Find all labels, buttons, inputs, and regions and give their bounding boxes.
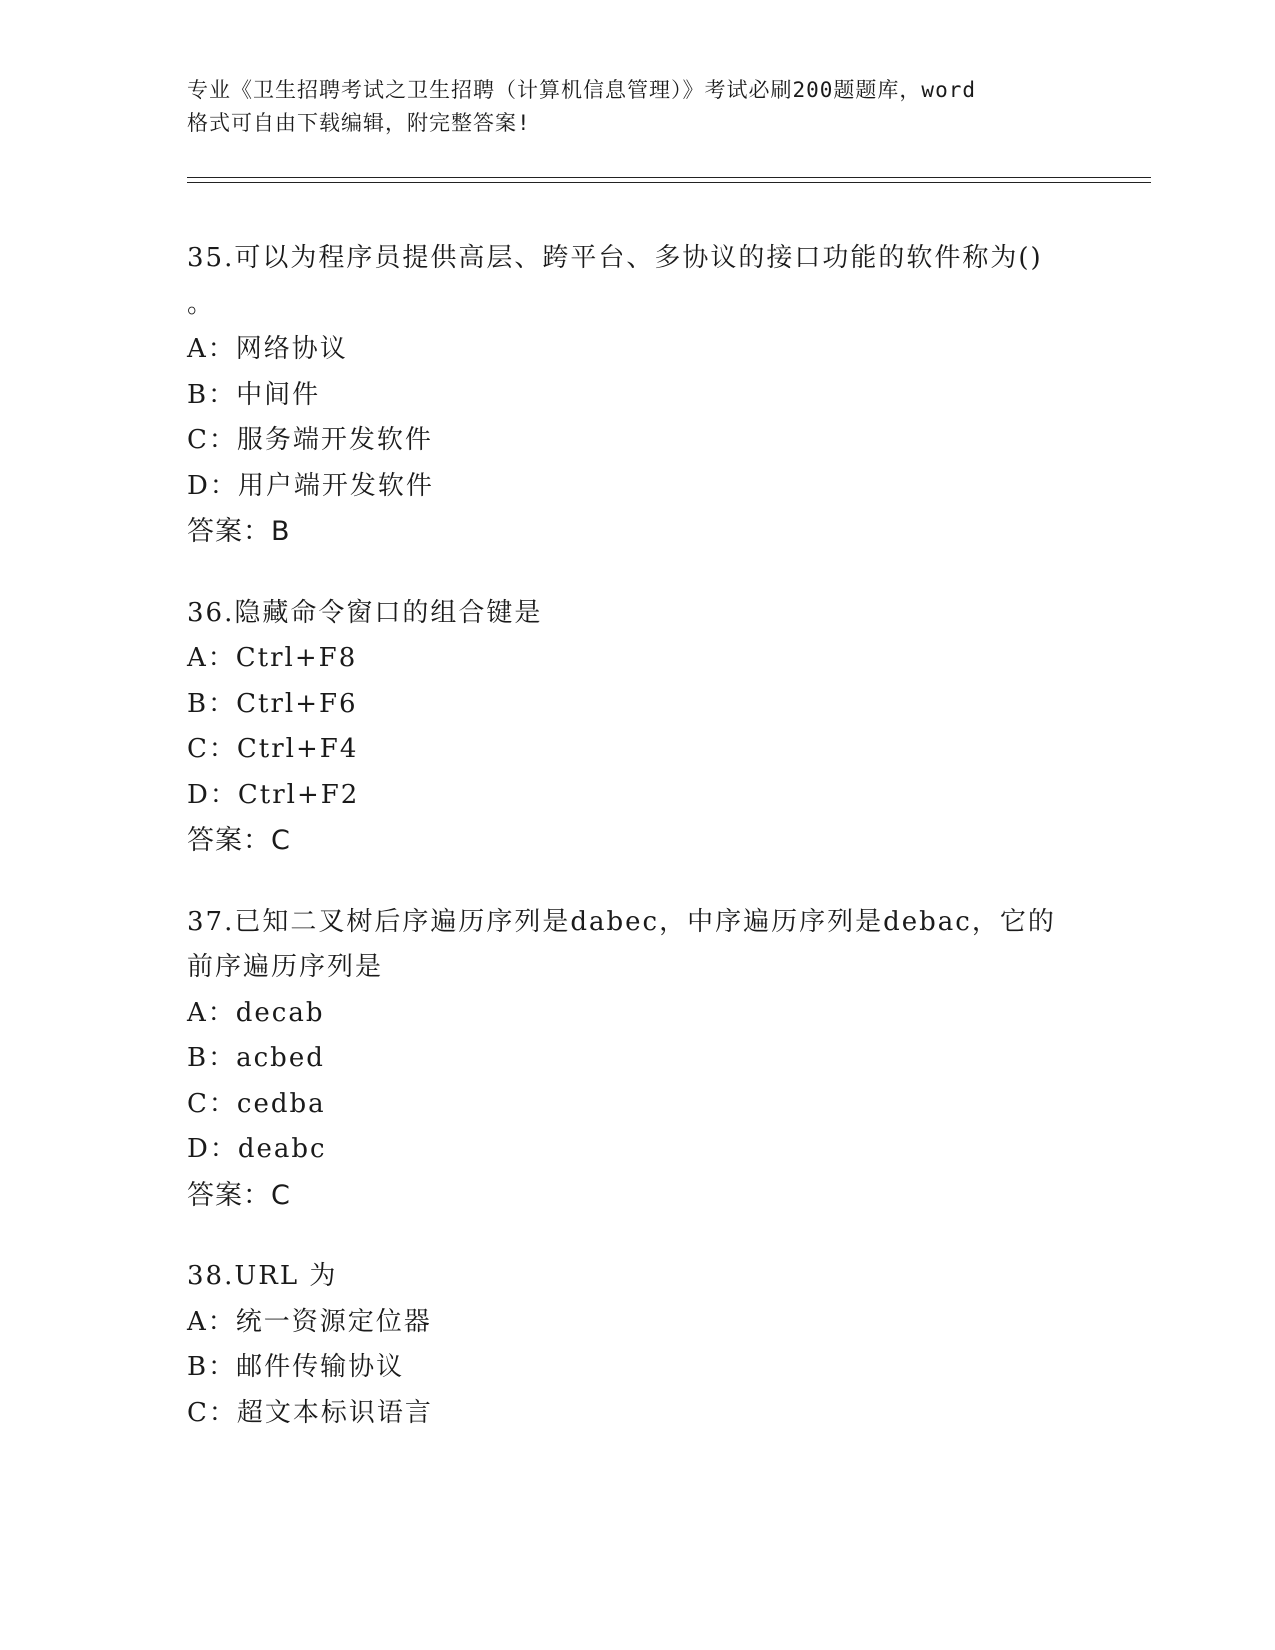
option-a: [187, 636, 1087, 682]
option-text: deabc: [237, 1134, 327, 1164]
option-key: A：: [187, 643, 236, 673]
option-key: B：: [187, 379, 237, 410]
answer-label: 答案：C: [187, 1179, 291, 1211]
option-key: A：: [187, 1306, 236, 1337]
option-key: D：: [187, 779, 238, 810]
option-text: 统一资源定位器: [235, 1306, 432, 1337]
option-d: [187, 773, 1087, 819]
option-text: decab: [235, 997, 325, 1028]
question-35: [187, 236, 1087, 555]
option-key: C：: [187, 734, 237, 764]
header-line-2: 格式可自由下载编辑，附完整答案!: [187, 111, 531, 135]
question-stem-line: 36.隐藏命令窗口的组合键是: [187, 597, 543, 628]
question-stem-line: 38.URL 为: [187, 1261, 338, 1291]
option-key: D：: [187, 1134, 238, 1164]
header-line-1: 专业《卫生招聘考试之卫生招聘（计算机信息管理）》考试必刷200题题库，word: [187, 78, 976, 102]
option-key: D：: [187, 470, 238, 501]
answer-label: 答案：C: [187, 825, 291, 856]
option-b: [187, 1345, 1087, 1391]
question-38: [187, 1254, 1087, 1436]
option-a: [187, 1300, 1087, 1346]
option-text: 用户端开发软件: [237, 470, 434, 501]
option-c: [187, 1391, 1087, 1437]
option-key: B：: [187, 1043, 237, 1073]
question-stem-line: 37.已知二叉树后序遍历序列是dabec，中序遍历序列是debac，它的: [187, 906, 1056, 937]
option-key: B：: [187, 688, 237, 719]
option-text: 超文本标识语言: [236, 1397, 433, 1428]
answer-label: 答案：B: [187, 516, 291, 547]
option-key: C：: [187, 1088, 237, 1119]
option-d: [187, 464, 1087, 510]
option-key: C：: [187, 425, 237, 455]
option-text: Ctrl+F6: [236, 688, 358, 719]
option-text: 中间件: [236, 379, 321, 410]
option-b: [187, 1036, 1087, 1082]
option-c: [187, 418, 1087, 464]
option-text: acbed: [236, 1043, 325, 1073]
option-a: [187, 991, 1087, 1037]
header-divider-bottom: [187, 182, 1151, 183]
option-key: A：: [187, 334, 236, 364]
question-stem-line: 35.可以为程序员提供高层、跨平台、多协议的接口功能的软件称为(): [187, 243, 1043, 273]
option-text: Ctrl+F4: [236, 734, 359, 764]
option-b: [187, 682, 1087, 728]
option-c: [187, 727, 1087, 773]
option-key: B：: [187, 1352, 237, 1382]
question-36: [187, 591, 1087, 864]
question-37: [187, 900, 1087, 1219]
option-text: cedba: [236, 1088, 326, 1119]
option-text: 网络协议: [235, 334, 348, 364]
option-key: C：: [187, 1397, 237, 1428]
option-c: [187, 1082, 1087, 1128]
header-divider-top: [187, 177, 1151, 178]
question-list: [187, 236, 1087, 1472]
option-d: [187, 1127, 1087, 1173]
question-stem-line: 。: [187, 288, 216, 319]
option-key: A：: [187, 997, 236, 1028]
option-text: 服务端开发软件: [236, 425, 433, 455]
option-text: Ctrl+F8: [235, 643, 358, 673]
question-stem-line: 前序遍历序列是: [187, 952, 384, 982]
option-a: [187, 327, 1087, 373]
option-text: Ctrl+F2: [237, 779, 360, 810]
option-b: [187, 373, 1087, 419]
document-header: [187, 74, 1087, 140]
option-text: 邮件传输协议: [236, 1352, 405, 1382]
